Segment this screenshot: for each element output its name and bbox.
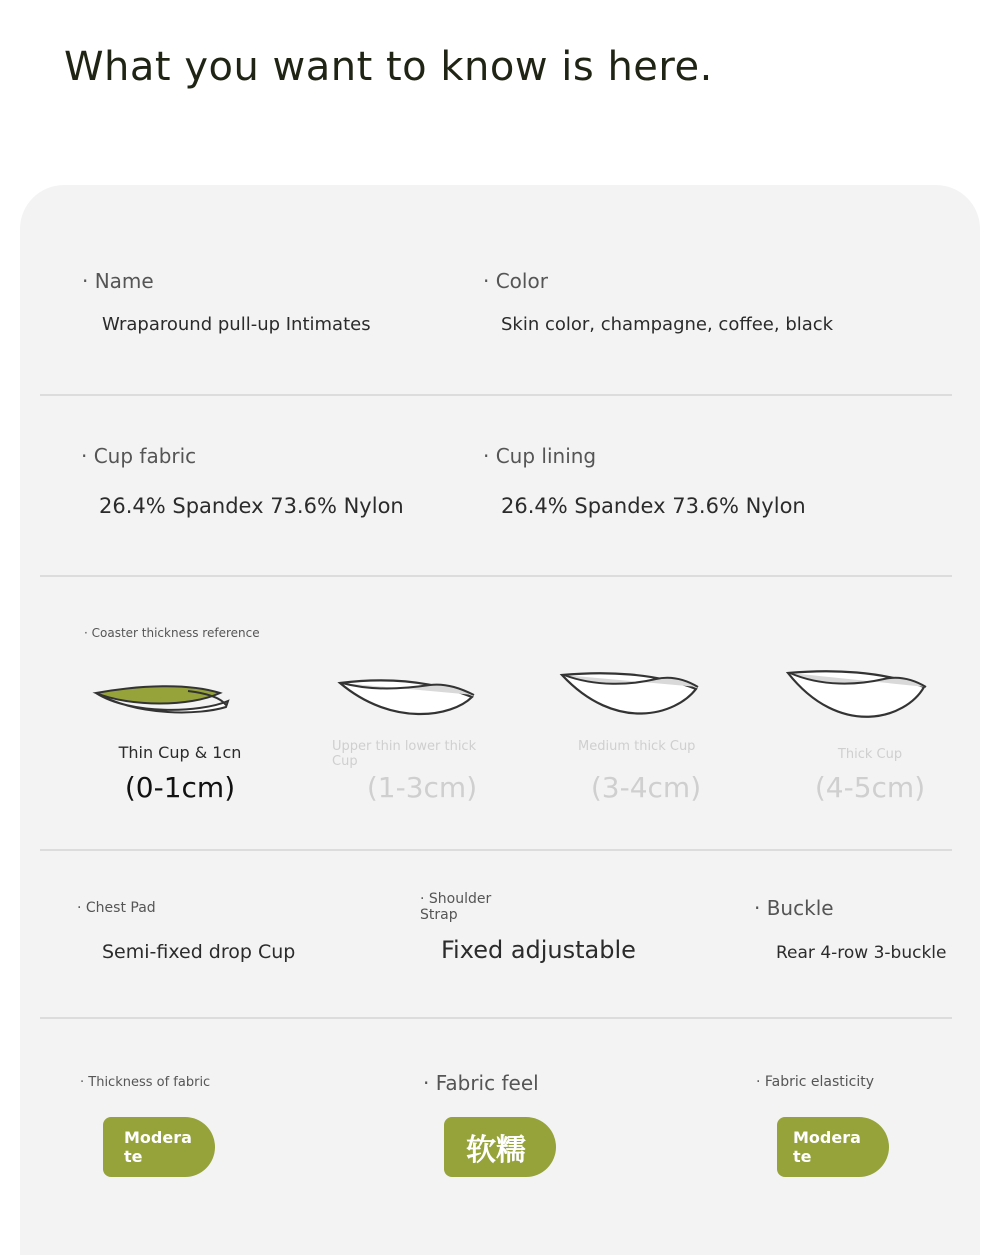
name-label: · Name (82, 269, 154, 293)
fabric-feel-value: 软糯 (466, 1133, 526, 1168)
cup-fabric-label: · Cup fabric (81, 444, 197, 468)
shoulder-strap-value: Fixed adjustable (441, 936, 636, 964)
product-info-card (20, 185, 980, 1255)
cup-option-thick (760, 655, 980, 895)
fabric-thickness-badge (103, 1117, 215, 1177)
thick-cup-icon (760, 655, 980, 735)
buckle-label: · Buckle (754, 896, 834, 920)
fabric-feel-label: · Fabric feel (423, 1071, 539, 1095)
color-value: Skin color, champagne, coffee, black (501, 314, 834, 335)
chest-pad-value: Semi-fixed drop Cup (102, 941, 296, 963)
divider (40, 575, 952, 577)
fabric-thickness-label: · Thickness of fabric (80, 1075, 211, 1090)
cup-range: (1-3cm) (366, 771, 478, 804)
cup-name: Medium thick Cup (578, 739, 696, 754)
divider (40, 1017, 952, 1019)
upper-thin-cup-icon (312, 655, 532, 725)
cup-lining-label: · Cup lining (483, 444, 597, 468)
divider (40, 849, 952, 851)
fabric-elasticity-value: Moderate (793, 1128, 861, 1166)
name-value: Wraparound pull-up Intimates (102, 314, 371, 335)
shoulder-strap-label: · Shoulder Strap (420, 891, 492, 923)
cup-range: (3-4cm) (590, 771, 702, 804)
fabric-thickness-value: Moderate (124, 1128, 192, 1166)
cup-name: Thin Cup & 1cn (118, 743, 242, 762)
fabric-feel-badge (444, 1117, 556, 1177)
medium-cup-icon (536, 655, 756, 725)
chest-pad-label: · Chest Pad (77, 900, 156, 916)
cup-option-medium-thick (536, 655, 756, 895)
cup-option-thin (70, 655, 290, 895)
cup-name: Upper thin lower thick Cup (332, 739, 477, 769)
cup-range: (0-1cm) (124, 771, 236, 804)
thickness-reference-label: · Coaster thickness reference (84, 626, 260, 640)
cup-option-upper-thin-lower-thick (312, 655, 532, 895)
page-heading: What you want to know is here. (64, 44, 713, 90)
cup-fabric-value: 26.4% Spandex 73.6% Nylon (99, 494, 404, 518)
fabric-elasticity-label: · Fabric elasticity (756, 1074, 875, 1090)
fabric-elasticity-badge (777, 1117, 889, 1177)
buckle-value: Rear 4-row 3-buckle (776, 943, 947, 963)
thin-cup-icon (70, 655, 290, 725)
cup-range: (4-5cm) (814, 771, 926, 804)
divider (40, 394, 952, 396)
cup-thickness-list (20, 655, 980, 825)
color-label: · Color (483, 269, 548, 293)
cup-lining-value: 26.4% Spandex 73.6% Nylon (501, 494, 806, 518)
cup-name: Thick Cup (837, 747, 903, 762)
